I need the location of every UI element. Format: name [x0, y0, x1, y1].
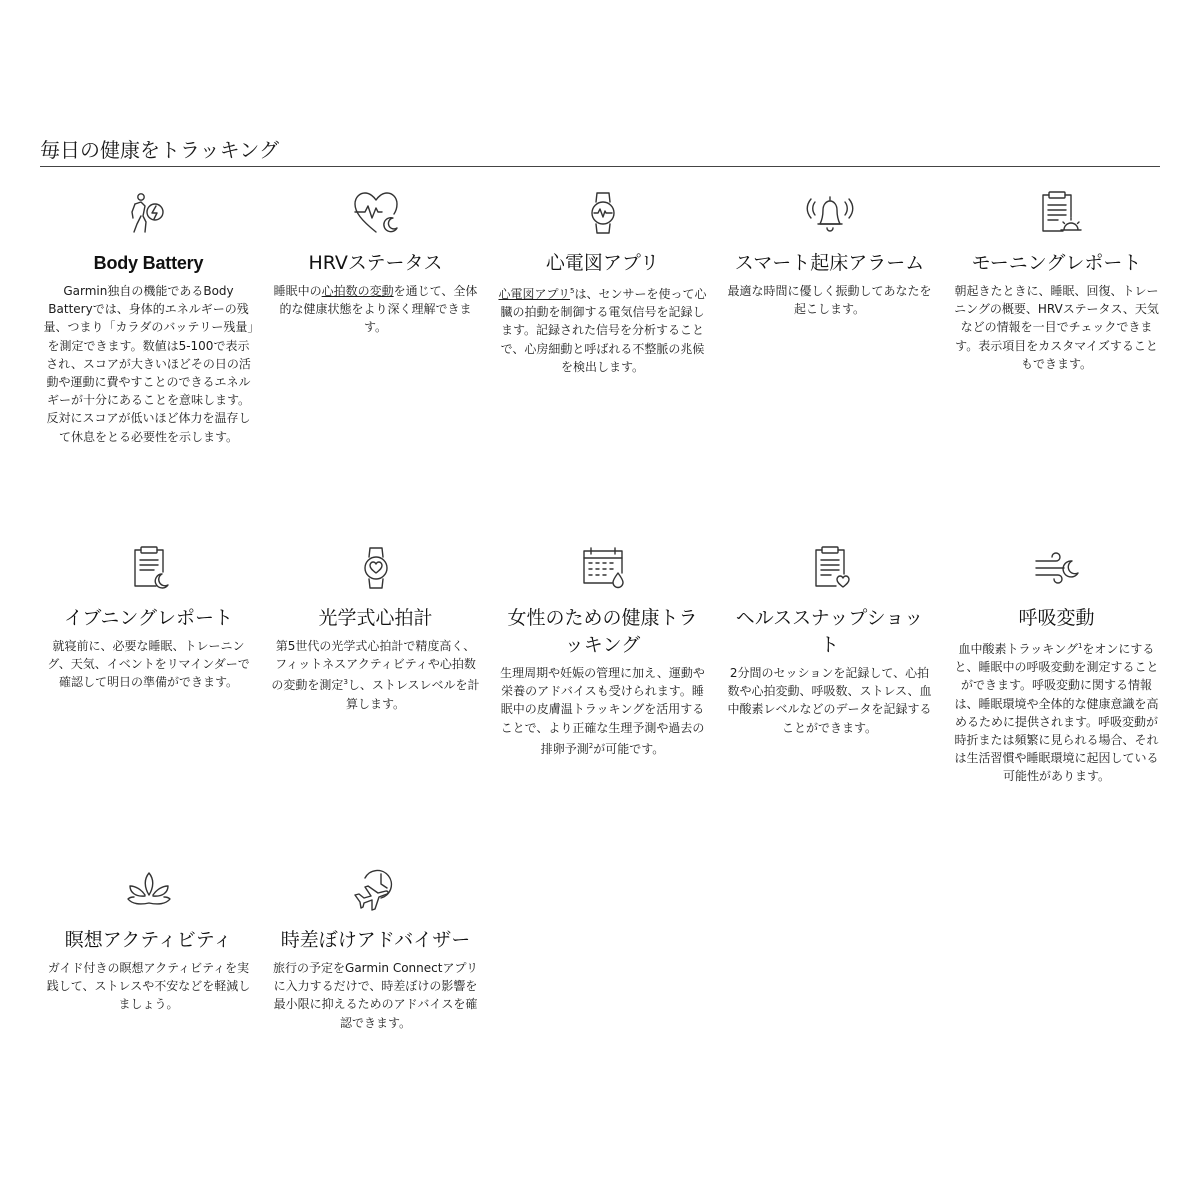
feature-card-body-battery — [35, 188, 262, 543]
feature-title: HRVステータス — [308, 252, 443, 274]
feature-title: 瞑想アクティビティ — [64, 929, 233, 951]
feature-card-hrv-status — [262, 188, 489, 543]
calendar-drop-icon — [578, 543, 628, 593]
feature-title: 時差ぼけアドバイザー — [280, 929, 471, 951]
feature-card-breathing-variations — [943, 543, 1170, 865]
feature-description: 心電図アプリ$^5$は、センサーを使って心臓の拍動を制御する電気信号を記録します。記録された信号を分析することで、心房細動と呼ばれる不整脈の兆候を検出します。 — [498, 287, 707, 374]
wind-moon-icon — [1032, 543, 1082, 593]
feature-card-ecg-app — [489, 188, 716, 543]
feature-description: 最適な時間に優しく振動してあなたを起こします。 — [727, 284, 932, 317]
feature-card-meditation — [35, 865, 262, 1065]
feature-title: ヘルススナップショット — [735, 607, 924, 656]
feature-title: イブニングレポート — [63, 607, 234, 629]
feature-description: 血中酸素トラッキング$^1$をオンにすると、睡眠中の呼吸変動を測定することができます。呼吸変動に関する情報は、睡眠環境や全体的な健康意識を高めるために提供されます。呼吸変動が時折または頻繁に見られる場合、それは生活習慣や睡眠環境に起因している可能性があります。 — [954, 642, 1159, 784]
feature-card-morning-report — [943, 188, 1170, 543]
feature-card-smart-wake-alarm — [716, 188, 943, 543]
feature-title: Body Battery — [93, 253, 204, 273]
feature-description: 就寝前に、必要な睡眠、トレーニング、天気、イベントをリマインダーで確認して明日の準備ができます。 — [47, 639, 250, 690]
feature-card-health-snapshot — [716, 543, 943, 865]
feature-description: 旅行の予定をGarmin Connectアプリに入力するだけで、時差ぼけの影響を最小限に抑えるためのアドバイスを確認できます。 — [273, 961, 478, 1030]
feature-description: 第5世代の光学式心拍計で精度高く、フィットネスアクティビティや心拍数の変動を測定$^3$し、ストレスレベルを計算します。 — [271, 639, 480, 711]
lotus-icon — [124, 865, 174, 915]
feature-title: 女性のための健康トラッキング — [507, 607, 698, 656]
ecg-app-link[interactable]: 心電図アプリ — [498, 287, 571, 301]
feature-description: 睡眠中の心拍数の変動を通じて、全体的な健康状態をより深く理解できます。 — [273, 284, 478, 335]
clipboard-heart-icon — [805, 543, 855, 593]
clipboard-moon-icon — [124, 543, 174, 593]
feature-card-evening-report — [35, 543, 262, 865]
section-heading: 毎日の健康をトラッキング — [40, 136, 1160, 167]
clipboard-sun-icon — [1032, 188, 1082, 238]
feature-description: Garmin独自の機能であるBody Batteryでは、身体的エネルギーの残量、つまり「カラダのバッテリー残量」を測定できます。数値は5-100で表示され、スコアが大きいほどその日の活動や運動に費やすことのできるエネルギーが十分にあることを意味します。反対にスコアが低いほど体力を温存して休息をとる必要性を示します。 — [43, 284, 254, 444]
clock-airplane-icon — [351, 865, 401, 915]
feature-description: ガイド付きの瞑想アクティビティを実践して、ストレスや不安などを軽減しましょう。 — [46, 961, 251, 1012]
heart-rate-variability-link[interactable]: 心拍数の変動 — [321, 284, 394, 298]
feature-description: 2分間のセッションを記録して、心拍数や心拍変動、呼吸数、ストレス、血中酸素レベルなどのデータを記録することができます。 — [727, 666, 932, 735]
feature-card-jet-lag-adviser — [262, 865, 489, 1065]
feature-description: 朝起きたときに、睡眠、回復、トレーニングの概要、HRVステータス、天気などの情報を一目でチェックできます。表示項目をカスタマイズすることもできます。 — [954, 284, 1159, 371]
feature-title: 光学式心拍計 — [318, 607, 433, 629]
feature-card-womens-health — [489, 543, 716, 865]
feature-grid — [35, 188, 1170, 1065]
feature-title: モーニングレポート — [971, 252, 1142, 274]
watch-ecg-icon — [578, 188, 628, 238]
feature-description: 生理周期や妊娠の管理に加え、運動や栄養のアドバイスも受けられます。睡眠中の皮膚温トラッキングを活用することで、より正確な生理予測や過去の排卵予測$^2$が可能です。 — [500, 666, 705, 756]
heart-wave-moon-icon — [351, 188, 401, 238]
feature-title: 心電図アプリ — [545, 252, 660, 274]
watch-heart-icon — [351, 543, 401, 593]
feature-title: スマート起床アラーム — [734, 252, 925, 274]
person-lightning-icon — [124, 188, 174, 238]
feature-card-optical-heart-rate — [262, 543, 489, 865]
feature-title: 呼吸変動 — [1018, 607, 1095, 629]
alarm-bell-icon — [805, 188, 855, 238]
